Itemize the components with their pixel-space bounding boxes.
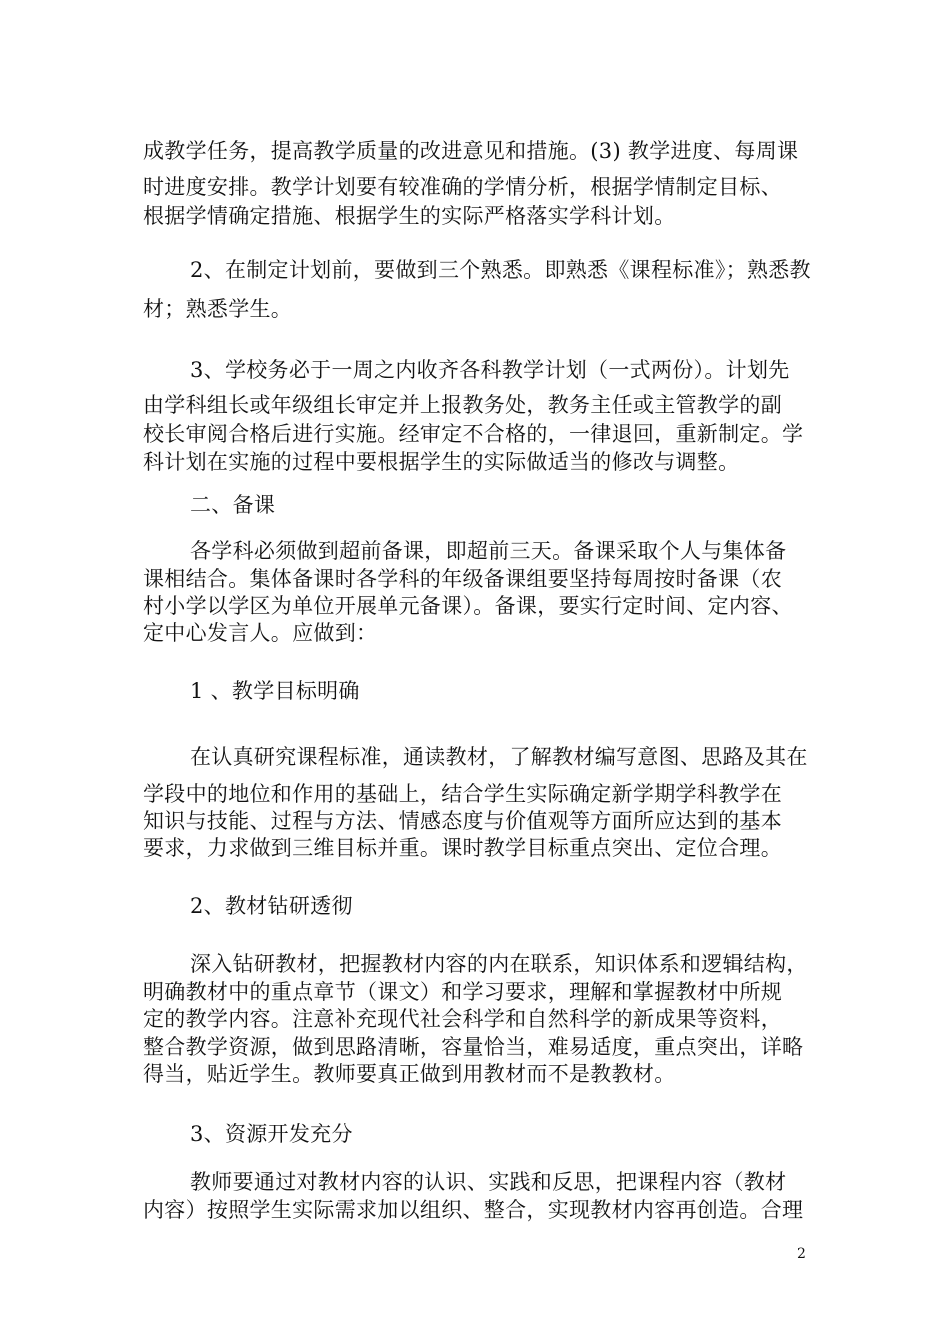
text-line: 村小学以学区为单位开展单元备课）。备课，要实行定时间、定内容、	[143, 594, 793, 618]
text-line: 教师要通过对教材内容的认识、实践和反思，把课程内容（教材	[190, 1170, 787, 1194]
text-line: 成教学任务，提高教学质量的改进意见和措施。(3) 教学进度、每周课	[143, 139, 799, 163]
text-line: 得当，贴近学生。教师要真正做到用教材而不是教教材。	[143, 1062, 676, 1086]
text-line: 要求，力求做到三维目标并重。课时教学目标重点突出、定位合理。	[143, 836, 782, 860]
text-line: 明确教材中的重点章节（课文）和学习要求，理解和掌握教材中所规	[143, 980, 782, 1004]
text-line: 根据学情确定措施、根据学生的实际严格落实学科计划。	[143, 204, 676, 228]
text-line: 时进度安排。教学计划要有较准确的学情分析，根据学情制定目标、	[143, 175, 782, 199]
text-line: 3、学校务必于一周之内收齐各科教学计划（一式两份）。计划先	[190, 358, 790, 382]
text-line: 深入钻研教材，把握教材内容的内在联系，知识体系和逻辑结构，	[190, 952, 808, 976]
text-line: 定的教学内容。注意补充现代社会科学和自然科学的新成果等资料，	[143, 1007, 782, 1031]
subheading: 2、教材钻研透彻	[190, 894, 353, 918]
text-line: 在认真研究课程标准，通读教材，了解教材编写意图、思路及其在	[190, 745, 808, 769]
text-line: 课相结合。集体备课时各学科的年级备课组要坚持每周按时备课（农	[143, 567, 782, 591]
section-heading: 二、备课	[190, 493, 276, 517]
page-number: 2	[797, 1246, 806, 1262]
text-line: 知识与技能、过程与方法、情感态度与价值观等方面所应达到的基本	[143, 809, 782, 833]
subheading: 1 、教学目标明确	[190, 679, 360, 703]
text-line: 材；熟悉学生。	[143, 297, 293, 321]
text-line: 定中心发言人。应做到：	[143, 621, 378, 645]
text-line: 学段中的地位和作用的基础上，结合学生实际确定新学期学科教学在	[143, 782, 782, 806]
text-line: 校长审阅合格后进行实施。经审定不合格的，一律退回，重新制定。学	[143, 422, 804, 446]
text-line: 2、在制定计划前，要做到三个熟悉。即熟悉《课程标准》；熟悉教	[190, 258, 811, 282]
text-line: 由学科组长或年级组长审定并上报教务处，教务主任或主管教学的副	[143, 393, 782, 417]
text-line: 科计划在实施的过程中要根据学生的实际做适当的修改与调整。	[143, 450, 740, 474]
subheading: 3、资源开发充分	[190, 1122, 353, 1146]
text-line: 各学科必须做到超前备课，即超前三天。备课采取个人与集体备	[190, 539, 787, 563]
text-line: 内容）按照学生实际需求加以组织、整合，实现教材内容再创造。合理	[143, 1198, 804, 1222]
text-line: 整合教学资源，做到思路清晰，容量恰当，难易适度，重点突出，详略	[143, 1035, 804, 1059]
